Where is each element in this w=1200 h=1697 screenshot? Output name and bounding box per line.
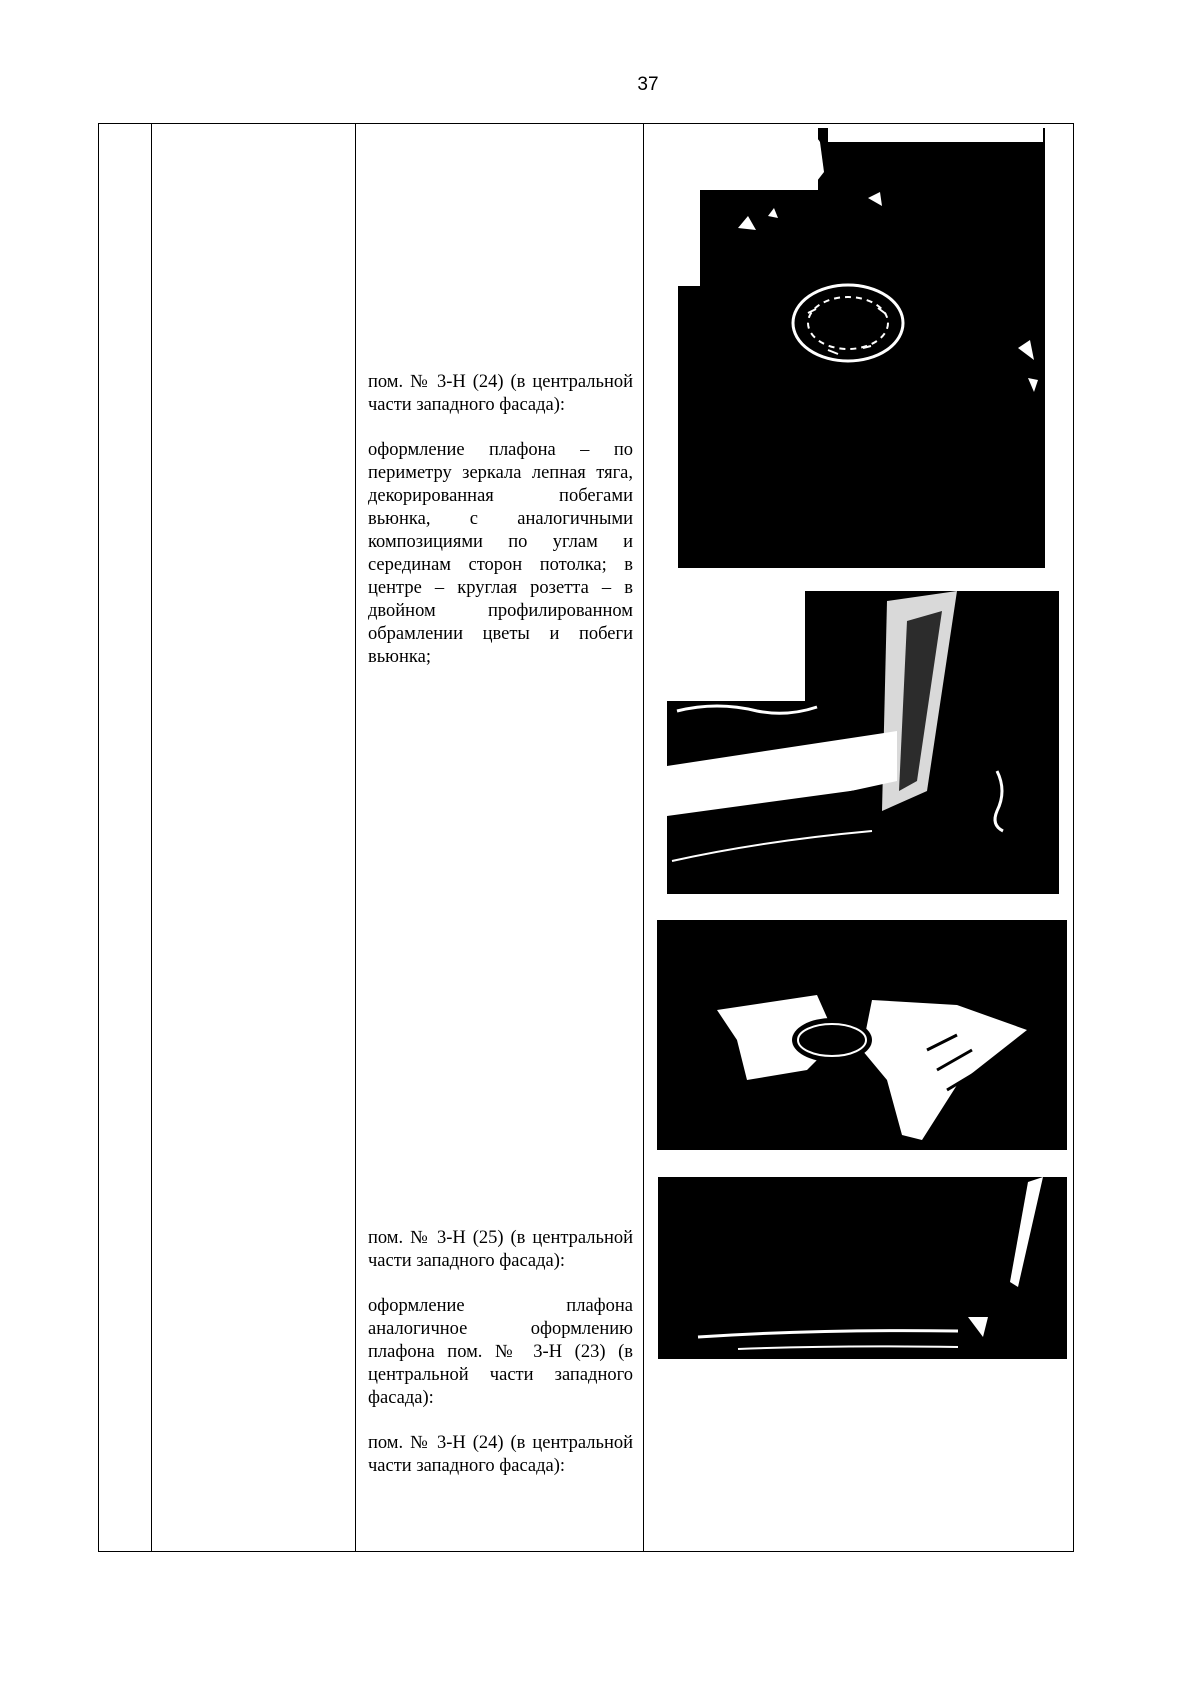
cornice-corner-image (667, 591, 1059, 894)
ceiling-rosette-image (678, 128, 1045, 568)
room-description: оформление плафона – по периметру зеркала лепная тяга, декорированная побегами вьюнка, с аналогичными композициями по углам и серединам сторон потолка; в центре – круглая розетта – в двойном профилированном обрамлении цветы и побеги вьюнка; (368, 440, 633, 667)
ceiling-overview-image (657, 920, 1067, 1150)
column-divider-2 (355, 124, 356, 1551)
room-heading: пом. № 3-Н (24) (в центральной части западного фасада): (368, 372, 633, 415)
ceiling-overview-photo (657, 920, 1067, 1150)
ceiling-edge-photo (658, 1177, 1067, 1359)
column-divider-1 (151, 124, 152, 1551)
page-number: 37 (637, 74, 659, 95)
room-description: оформление плафона аналогичное оформлению плафона пом. № 3-Н (23) (в центральной части западного фасада): (368, 1296, 633, 1408)
room-heading: пом. № 3-Н (24) (в центральной части западного фасада): (368, 1433, 633, 1476)
entry-block-1 (368, 371, 633, 691)
description-table (98, 123, 1074, 1552)
ceiling-rosette-photo (678, 128, 1045, 568)
room-heading: пом. № 3-Н (25) (в центральной части западного фасада): (368, 1228, 633, 1271)
cornice-corner-photo (667, 591, 1059, 894)
entry-block-2 (368, 1227, 633, 1500)
ceiling-edge-image (658, 1177, 1067, 1359)
column-divider-3 (643, 124, 644, 1551)
